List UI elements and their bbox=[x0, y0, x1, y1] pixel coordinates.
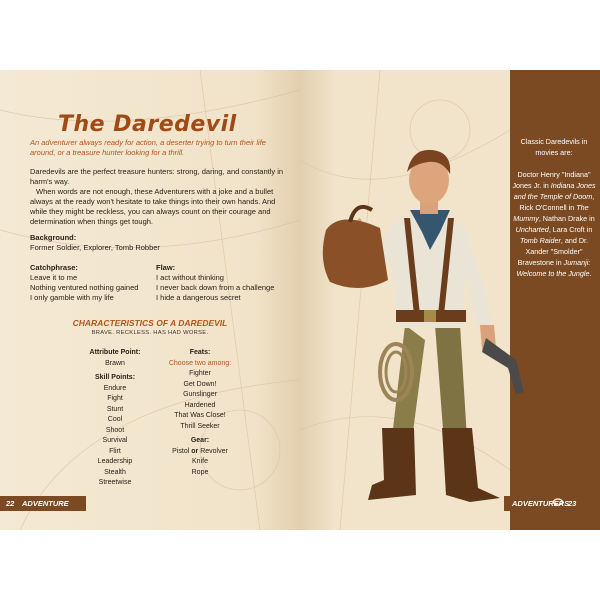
sidebar-movie-title: Jumanji: Welcome to the Jungle bbox=[516, 258, 591, 278]
sidebar-text-part: Doctor Henry "Indiana" Jones Jr. in bbox=[512, 170, 591, 190]
sidebar-movie-title: Tomb Raider bbox=[519, 236, 561, 245]
sidebar-movie-title: Indiana Jones and the Temple of Doom bbox=[513, 181, 596, 201]
tagline: An adventurer always ready for action, a deserter trying to turn their life around, or a treasure hunter looking for a thrill. bbox=[30, 138, 266, 157]
gear-pistol: Pistol bbox=[172, 447, 190, 455]
footer-left-label: ADVENTURE bbox=[22, 499, 69, 508]
sidebar-text-part: . bbox=[589, 269, 592, 278]
daredevil-illustration bbox=[310, 110, 550, 510]
gear-revolver: Revolver bbox=[200, 447, 228, 455]
intro-paragraph-2: When words are not enough, these Adventurers with a joke and a bullet always at the ready won't hesitate to take things into their own hands. And while they might be reckless, you can always count on their courage and determination when things get tough. bbox=[30, 187, 276, 226]
gear-item: Knife bbox=[192, 458, 208, 465]
flaw-item: I act without thinking bbox=[156, 273, 224, 282]
catchphrase-item: Leave it to me bbox=[30, 273, 78, 282]
background-label: Background: bbox=[30, 233, 77, 242]
skill-item: Stunt bbox=[106, 405, 124, 413]
book-spread bbox=[0, 70, 600, 530]
skill-item: Flirt bbox=[109, 447, 121, 455]
page-title: The Daredevil bbox=[58, 112, 237, 137]
feat-item: Get Down! bbox=[183, 380, 217, 388]
attribute-value: Brawn bbox=[105, 359, 125, 367]
skill-item: Endure bbox=[103, 384, 127, 392]
sidebar-text-part: , Lara Croft in bbox=[548, 225, 593, 234]
flaw-item: I hide a dangerous secret bbox=[156, 293, 241, 302]
skill-item: Streetwise bbox=[98, 479, 132, 486]
footer-emblem-icon bbox=[553, 498, 563, 508]
gear-or: or bbox=[191, 447, 199, 455]
skill-item: Shoot bbox=[105, 426, 125, 434]
page-number-left: 22 bbox=[6, 499, 15, 508]
gear-item: Rope bbox=[191, 468, 209, 476]
footer-right-label: ADVENTURERS bbox=[512, 499, 570, 508]
gear-weapon bbox=[150, 447, 250, 458]
feat-item: Gunslinger bbox=[183, 391, 217, 398]
characteristics-title: CHARACTERISTICS OF A DAREDEVIL bbox=[72, 318, 228, 328]
skill-item: Cool bbox=[107, 416, 123, 423]
gear-label: Gear: bbox=[190, 437, 210, 444]
background-text: Former Soldier, Explorer, Tomb Robber bbox=[30, 243, 160, 252]
sidebar-intro: Classic Daredevils in movies are: bbox=[520, 137, 588, 157]
flaw-label: Flaw: bbox=[156, 263, 176, 272]
catchphrase-item: Nothing ventured nothing gained bbox=[30, 283, 139, 292]
attribute-label: Attribute Point: bbox=[89, 349, 141, 356]
skill-item: Leadership bbox=[97, 458, 133, 465]
attributes-skills-column bbox=[70, 348, 160, 489]
intro-paragraph-1: Daredevils are the perfect treasure hunters: strong, daring, and constantly in harm's way. bbox=[30, 167, 284, 186]
feats-label: Feats: bbox=[189, 349, 211, 356]
intro-text bbox=[30, 167, 292, 227]
skill-item: Fight bbox=[107, 395, 123, 402]
feat-item: That Was Close! bbox=[174, 412, 226, 419]
sidebar-text-part: , Nathan Drake in bbox=[538, 214, 595, 223]
feat-item: Fighter bbox=[189, 370, 211, 377]
feats-instruction: Choose two among: bbox=[168, 359, 232, 367]
sidebar-movie-title: Uncharted bbox=[515, 225, 549, 234]
catchphrase-label: Catchphrase: bbox=[30, 263, 78, 272]
page-number-right: 23 bbox=[568, 499, 577, 508]
feat-item: Thrill Seeker bbox=[180, 422, 220, 430]
catchphrase-item: I only gamble with my life bbox=[30, 293, 114, 302]
skill-item: Survival bbox=[102, 437, 128, 444]
characteristics-subtitle: BRAVE. RECKLESS. HAS HAD WORSE. bbox=[91, 330, 209, 336]
flaw-item: I never back down from a challenge bbox=[156, 283, 275, 292]
skill-item: Stealth bbox=[104, 468, 126, 476]
sidebar-movie-title: The Mummy bbox=[513, 203, 589, 223]
sidebar-text-part: , Rick O'Connell in bbox=[519, 192, 595, 212]
skill-label: Skill Points: bbox=[94, 374, 136, 381]
feat-item: Hardened bbox=[184, 401, 216, 409]
feats-gear-column bbox=[150, 348, 250, 478]
sidebar-text-part: , and Dr. Xander "Smolder" Bravestone in bbox=[517, 236, 589, 267]
